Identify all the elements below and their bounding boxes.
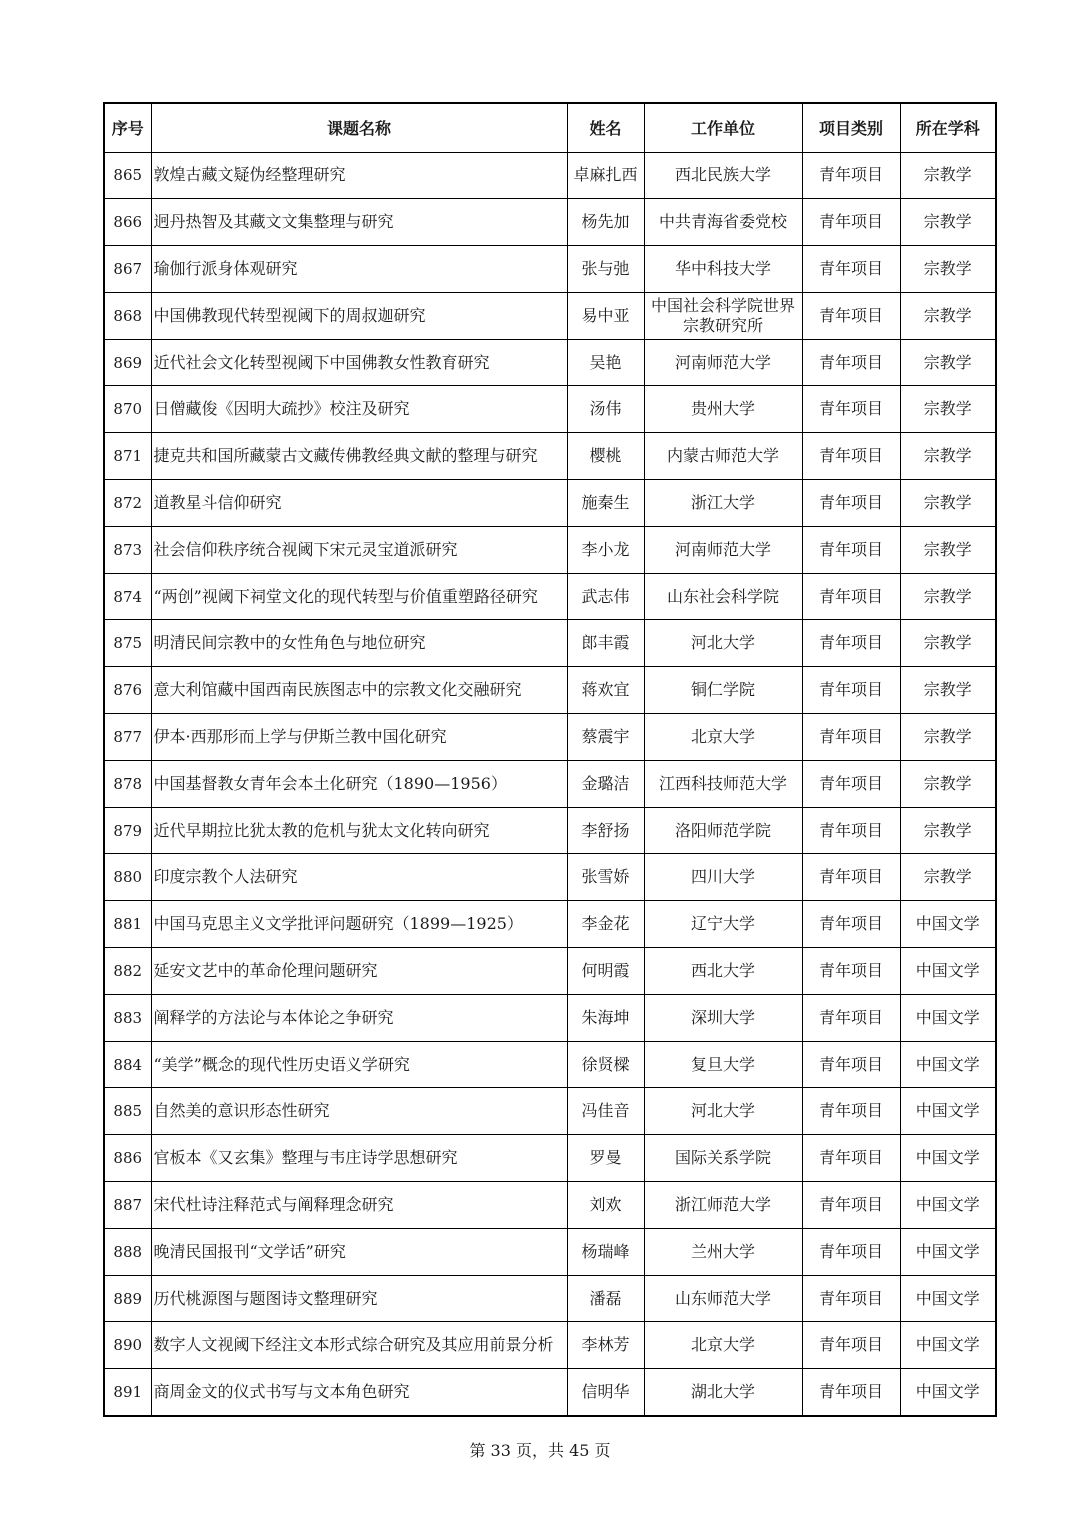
cell-project-title: 晚清民国报刊“文学话”研究 [151, 1228, 567, 1275]
cell-name: 朱海坤 [567, 994, 644, 1041]
cell-project-category: 青年项目 [802, 339, 900, 386]
table-row [104, 948, 996, 995]
table-row [104, 1135, 996, 1182]
cell-project-title: “美学”概念的现代性历史语义学研究 [151, 1041, 567, 1088]
cell-project-title: 数字人文视阈下经注文本形式综合研究及其应用前景分析 [151, 1322, 567, 1369]
cell-discipline: 中国文学 [900, 1041, 996, 1088]
cell-institution: 山东师范大学 [644, 1275, 802, 1322]
table-row [104, 152, 996, 199]
cell-name: 卓麻扎西 [567, 152, 644, 199]
cell-project-title: 社会信仰秩序统合视阈下宋元灵宝道派研究 [151, 526, 567, 573]
cell-project-title: 商周金文的仪式书写与文本角色研究 [151, 1369, 567, 1416]
cell-discipline: 宗教学 [900, 246, 996, 293]
cell-project-category: 青年项目 [802, 620, 900, 667]
cell-institution: 湖北大学 [644, 1369, 802, 1416]
cell-institution: 中国社会科学院世界宗教研究所 [644, 292, 802, 339]
table-row [104, 526, 996, 573]
cell-project-title: 中国佛教现代转型视阈下的周叔迦研究 [151, 292, 567, 339]
cell-project-category: 青年项目 [802, 807, 900, 854]
cell-project-category: 青年项目 [802, 526, 900, 573]
cell-institution: 洛阳师范学院 [644, 807, 802, 854]
header-project-category: 项目类别 [802, 103, 900, 152]
table-row [104, 901, 996, 948]
cell-discipline: 宗教学 [900, 386, 996, 433]
cell-name: 武志伟 [567, 573, 644, 620]
page-footer: 第 33 页，共 45 页 [469, 1441, 611, 1460]
cell-index: 869 [104, 339, 151, 386]
cell-project-title: 宋代杜诗注释范式与阐释理念研究 [151, 1182, 567, 1229]
cell-name: 易中亚 [567, 292, 644, 339]
cell-institution: 内蒙古师范大学 [644, 433, 802, 480]
cell-project-title: 历代桃源图与题图诗文整理研究 [151, 1275, 567, 1322]
cell-institution: 河北大学 [644, 620, 802, 667]
cell-project-title: 近代早期拉比犹太教的危机与犹太文化转向研究 [151, 807, 567, 854]
cell-project-category: 青年项目 [802, 760, 900, 807]
table-row [104, 1275, 996, 1322]
cell-discipline: 宗教学 [900, 667, 996, 714]
cell-index: 872 [104, 480, 151, 527]
cell-name: 刘欢 [567, 1182, 644, 1229]
cell-index: 887 [104, 1182, 151, 1229]
cell-project-title: “两创”视阈下祠堂文化的现代转型与价值重塑路径研究 [151, 573, 567, 620]
cell-index: 865 [104, 152, 151, 199]
table-row [104, 199, 996, 246]
cell-project-title: 印度宗教个人法研究 [151, 854, 567, 901]
cell-institution: 北京大学 [644, 714, 802, 761]
cell-name: 施秦生 [567, 480, 644, 527]
header-project-title: 课题名称 [151, 103, 567, 152]
cell-name: 蔡震宇 [567, 714, 644, 761]
cell-discipline: 宗教学 [900, 760, 996, 807]
cell-project-title: 中国基督教女青年会本土化研究（1890—1956） [151, 760, 567, 807]
cell-institution: 华中科技大学 [644, 246, 802, 293]
cell-project-title: 瑜伽行派身体观研究 [151, 246, 567, 293]
cell-project-title: 阐释学的方法论与本体论之争研究 [151, 994, 567, 1041]
cell-index: 876 [104, 667, 151, 714]
cell-name: 张雪娇 [567, 854, 644, 901]
cell-name: 金璐洁 [567, 760, 644, 807]
cell-index: 891 [104, 1369, 151, 1416]
table-row [104, 1041, 996, 1088]
cell-institution: 兰州大学 [644, 1228, 802, 1275]
cell-project-category: 青年项目 [802, 1088, 900, 1135]
cell-discipline: 宗教学 [900, 480, 996, 527]
cell-project-title: 延安文艺中的革命伦理问题研究 [151, 948, 567, 995]
cell-institution: 河南师范大学 [644, 526, 802, 573]
cell-institution: 山东社会科学院 [644, 573, 802, 620]
cell-name: 李舒扬 [567, 807, 644, 854]
cell-name: 杨先加 [567, 199, 644, 246]
table-header-row [104, 103, 996, 152]
cell-index: 888 [104, 1228, 151, 1275]
cell-project-title: 自然美的意识形态性研究 [151, 1088, 567, 1135]
cell-project-title: 敦煌古藏文疑伪经整理研究 [151, 152, 567, 199]
table-row [104, 480, 996, 527]
cell-project-category: 青年项目 [802, 901, 900, 948]
cell-index: 882 [104, 948, 151, 995]
cell-discipline: 宗教学 [900, 339, 996, 386]
cell-name: 罗曼 [567, 1135, 644, 1182]
cell-discipline: 宗教学 [900, 807, 996, 854]
cell-project-title: 捷克共和国所藏蒙古文藏传佛教经典文献的整理与研究 [151, 433, 567, 480]
cell-institution: 贵州大学 [644, 386, 802, 433]
table-row [104, 1182, 996, 1229]
table-row [104, 620, 996, 667]
cell-name: 潘磊 [567, 1275, 644, 1322]
cell-project-category: 青年项目 [802, 1275, 900, 1322]
cell-project-category: 青年项目 [802, 199, 900, 246]
cell-name: 信明华 [567, 1369, 644, 1416]
cell-name: 樱桃 [567, 433, 644, 480]
cell-project-category: 青年项目 [802, 152, 900, 199]
cell-institution: 铜仁学院 [644, 667, 802, 714]
cell-index: 868 [104, 292, 151, 339]
cell-index: 889 [104, 1275, 151, 1322]
cell-institution: 中共青海省委党校 [644, 199, 802, 246]
cell-name: 李小龙 [567, 526, 644, 573]
cell-index: 877 [104, 714, 151, 761]
cell-project-title: 道教星斗信仰研究 [151, 480, 567, 527]
cell-name: 杨瑞峰 [567, 1228, 644, 1275]
cell-index: 873 [104, 526, 151, 573]
cell-project-title: 明清民间宗教中的女性角色与地位研究 [151, 620, 567, 667]
table-row [104, 1369, 996, 1416]
table-row [104, 760, 996, 807]
cell-discipline: 宗教学 [900, 526, 996, 573]
header-name: 姓名 [567, 103, 644, 152]
table-row [104, 854, 996, 901]
cell-index: 890 [104, 1322, 151, 1369]
cell-index: 870 [104, 386, 151, 433]
table-row [104, 807, 996, 854]
table-row [104, 1088, 996, 1135]
table-row [104, 1322, 996, 1369]
cell-index: 867 [104, 246, 151, 293]
cell-project-title: 日僧藏俊《因明大疏抄》校注及研究 [151, 386, 567, 433]
header-institution: 工作单位 [644, 103, 802, 152]
cell-project-category: 青年项目 [802, 1369, 900, 1416]
cell-index: 866 [104, 199, 151, 246]
table-row [104, 292, 996, 339]
cell-institution: 浙江大学 [644, 480, 802, 527]
cell-project-category: 青年项目 [802, 292, 900, 339]
cell-project-category: 青年项目 [802, 948, 900, 995]
cell-index: 885 [104, 1088, 151, 1135]
cell-project-title: 近代社会文化转型视阈下中国佛教女性教育研究 [151, 339, 567, 386]
cell-name: 冯佳音 [567, 1088, 644, 1135]
table-row [104, 339, 996, 386]
cell-institution: 河南师范大学 [644, 339, 802, 386]
cell-index: 881 [104, 901, 151, 948]
cell-institution: 国际关系学院 [644, 1135, 802, 1182]
table-row [104, 667, 996, 714]
header-discipline: 所在学科 [900, 103, 996, 152]
cell-discipline: 宗教学 [900, 854, 996, 901]
cell-project-category: 青年项目 [802, 386, 900, 433]
cell-project-title: 伊本·西那形而上学与伊斯兰教中国化研究 [151, 714, 567, 761]
cell-discipline: 宗教学 [900, 433, 996, 480]
cell-name: 吴艳 [567, 339, 644, 386]
cell-discipline: 宗教学 [900, 152, 996, 199]
cell-institution: 浙江师范大学 [644, 1182, 802, 1229]
cell-discipline: 中国文学 [900, 1369, 996, 1416]
cell-project-category: 青年项目 [802, 1182, 900, 1229]
cell-institution: 江西科技师范大学 [644, 760, 802, 807]
cell-project-category: 青年项目 [802, 1322, 900, 1369]
cell-institution: 辽宁大学 [644, 901, 802, 948]
cell-project-category: 青年项目 [802, 1135, 900, 1182]
table-row [104, 1228, 996, 1275]
cell-discipline: 中国文学 [900, 1088, 996, 1135]
cell-institution: 四川大学 [644, 854, 802, 901]
cell-project-title: 官板本《又玄集》整理与韦庄诗学思想研究 [151, 1135, 567, 1182]
cell-index: 871 [104, 433, 151, 480]
table-row [104, 433, 996, 480]
cell-project-category: 青年项目 [802, 573, 900, 620]
header-index: 序号 [104, 103, 151, 152]
cell-project-category: 青年项目 [802, 994, 900, 1041]
cell-index: 884 [104, 1041, 151, 1088]
cell-discipline: 宗教学 [900, 573, 996, 620]
table-row [104, 246, 996, 293]
cell-project-category: 青年项目 [802, 433, 900, 480]
cell-project-title: 中国马克思主义文学批评问题研究（1899—1925） [151, 901, 567, 948]
cell-project-title: 意大利馆藏中国西南民族图志中的宗教文化交融研究 [151, 667, 567, 714]
cell-index: 883 [104, 994, 151, 1041]
cell-institution: 北京大学 [644, 1322, 802, 1369]
cell-institution: 西北大学 [644, 948, 802, 995]
cell-discipline: 中国文学 [900, 948, 996, 995]
cell-discipline: 中国文学 [900, 1182, 996, 1229]
cell-institution: 河北大学 [644, 1088, 802, 1135]
cell-name: 李金花 [567, 901, 644, 948]
projects-table [103, 102, 997, 1417]
table-row [104, 994, 996, 1041]
cell-institution: 复旦大学 [644, 1041, 802, 1088]
cell-discipline: 中国文学 [900, 1322, 996, 1369]
cell-index: 874 [104, 573, 151, 620]
cell-project-category: 青年项目 [802, 480, 900, 527]
cell-name: 汤伟 [567, 386, 644, 433]
cell-index: 878 [104, 760, 151, 807]
cell-discipline: 宗教学 [900, 620, 996, 667]
table-body [104, 152, 996, 1416]
table-row [104, 386, 996, 433]
cell-institution: 西北民族大学 [644, 152, 802, 199]
cell-name: 李林芳 [567, 1322, 644, 1369]
table-row [104, 714, 996, 761]
cell-discipline: 宗教学 [900, 292, 996, 339]
cell-institution: 深圳大学 [644, 994, 802, 1041]
cell-name: 蒋欢宜 [567, 667, 644, 714]
cell-project-category: 青年项目 [802, 246, 900, 293]
cell-discipline: 宗教学 [900, 199, 996, 246]
cell-discipline: 中国文学 [900, 1228, 996, 1275]
cell-project-category: 青年项目 [802, 1228, 900, 1275]
cell-index: 886 [104, 1135, 151, 1182]
cell-name: 徐贤樑 [567, 1041, 644, 1088]
cell-discipline: 中国文学 [900, 1275, 996, 1322]
cell-discipline: 中国文学 [900, 1135, 996, 1182]
cell-project-category: 青年项目 [802, 714, 900, 761]
cell-project-category: 青年项目 [802, 854, 900, 901]
cell-project-title: 迥丹热智及其藏文文集整理与研究 [151, 199, 567, 246]
cell-name: 郎丰霞 [567, 620, 644, 667]
cell-discipline: 中国文学 [900, 994, 996, 1041]
cell-project-category: 青年项目 [802, 667, 900, 714]
cell-project-category: 青年项目 [802, 1041, 900, 1088]
cell-name: 何明霞 [567, 948, 644, 995]
cell-index: 879 [104, 807, 151, 854]
cell-index: 880 [104, 854, 151, 901]
table-row [104, 573, 996, 620]
cell-name: 张与弛 [567, 246, 644, 293]
cell-index: 875 [104, 620, 151, 667]
cell-discipline: 中国文学 [900, 901, 996, 948]
cell-discipline: 宗教学 [900, 714, 996, 761]
